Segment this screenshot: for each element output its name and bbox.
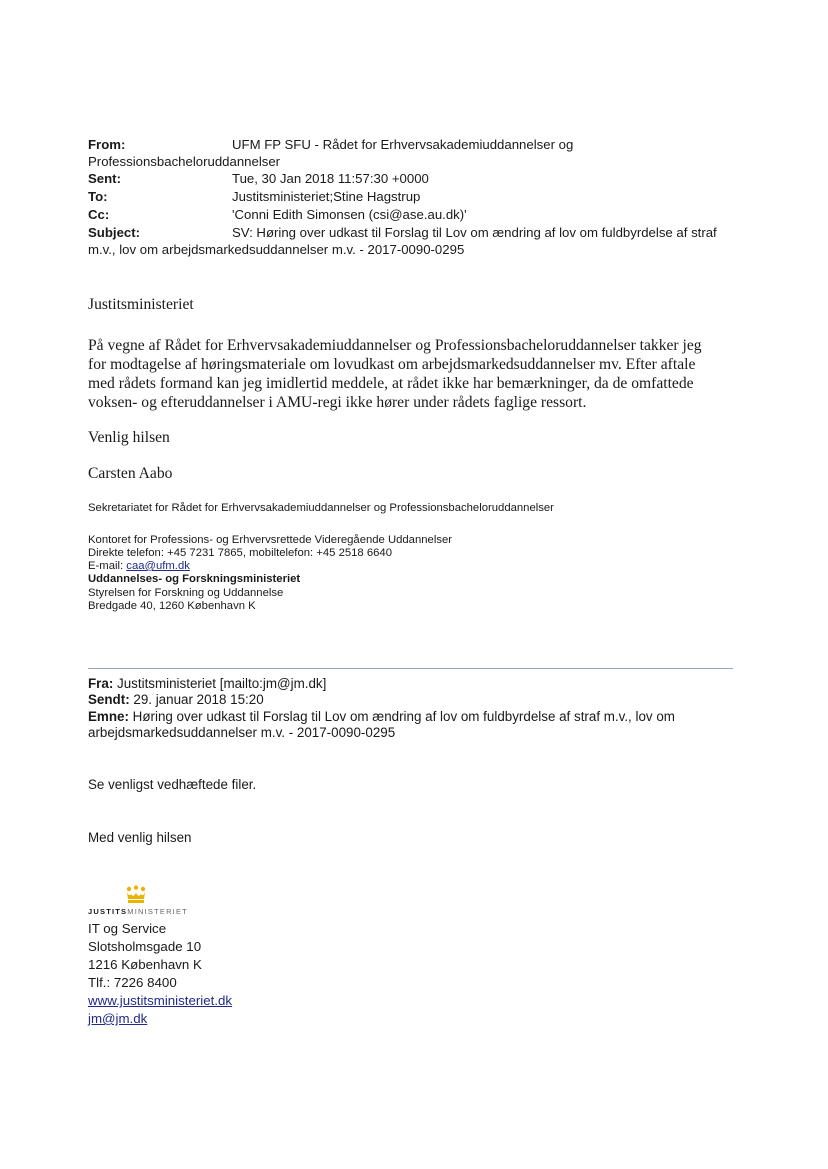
office: Kontoret for Professions- og Erhvervsrettede Videregående Uddannelser xyxy=(88,534,453,546)
logo-wordmark xyxy=(88,907,188,916)
sig-phone: Tlf.: 7226 8400 xyxy=(88,975,177,990)
to-value: Justitsministeriet;Stine Hagstrup xyxy=(232,189,421,204)
fwd-sent xyxy=(88,692,264,709)
email-link[interactable]: caa@ufm.dk xyxy=(126,560,190,572)
crown-icon xyxy=(124,885,148,905)
fwd-subject-value: Høring over udkast til Forslag til Lov om ændring af lov om fuldbyrdelse af straf m.v., lov om xyxy=(128,709,675,724)
divider xyxy=(88,668,733,669)
to-label: To: xyxy=(88,189,108,204)
phones: Direkte telefon: +45 7231 7865, mobiltelefon: +45 2518 6640 xyxy=(88,547,392,559)
closing: Venlig hilsen xyxy=(88,429,170,446)
fwd-from xyxy=(88,676,326,693)
signer-name: Carsten Aabo xyxy=(88,465,173,482)
fwd-subject xyxy=(88,709,675,726)
sent-label: Sent: xyxy=(88,171,121,186)
secretariat: Sekretariatet for Rådet for Erhvervsakademiuddannelser og Professionsbacheloruddannelser xyxy=(88,502,554,514)
logo-word-light: MINISTERIET xyxy=(127,907,188,916)
ministry: Uddannelses- og Forskningsministeriet xyxy=(88,573,301,585)
cc-value: 'Conni Edith Simonsen (csi@ase.au.dk)' xyxy=(232,207,467,222)
sig-website xyxy=(88,992,232,1010)
sent-value: Tue, 30 Jan 2018 11:57:30 +0000 xyxy=(232,171,429,186)
jm-email-link[interactable]: jm@jm.dk xyxy=(88,1011,148,1026)
paragraph-line: voksen- og efteruddannelser i AMU-regi ikke hører under rådets faglige ressort. xyxy=(88,394,587,411)
paragraph-line: På vegne af Rådet for Erhvervsakademiuddannelser og Professionsbacheloruddannelser takker jeg xyxy=(88,337,702,354)
fwd-body: Se venligst vedhæftede filer. xyxy=(88,777,257,792)
sig-street: Slotsholmsgade 10 xyxy=(88,939,202,954)
from-value: UFM FP SFU - Rådet for Erhvervsakademiuddannelser og xyxy=(232,137,574,152)
fwd-sent-value: 29. januar 2018 15:20 xyxy=(129,692,264,707)
paragraph-line: for modtagelse af høringsmateriale om lovudkast om arbejdsmarkedsuddannelser mv. Efter aftale xyxy=(88,356,696,373)
sig-email xyxy=(88,1010,147,1028)
fwd-subject-label: Emne: xyxy=(88,709,129,724)
logo-word-bold: JUSTITS xyxy=(88,907,128,916)
fwd-subject-cont: arbejdsmarkedsuddannelser m.v. - 2017-0090-0295 xyxy=(88,725,396,740)
salutation: Justitsministeriet xyxy=(88,296,194,313)
website-link[interactable]: www.justitsministeriet.dk xyxy=(88,993,233,1008)
from-value-cont: Professionsbacheloruddannelser xyxy=(88,154,281,169)
subject-label: Subject: xyxy=(88,225,141,240)
from-label: From: xyxy=(88,137,126,152)
fwd-from-value: Justitsministeriet [mailto:jm@jm.dk] xyxy=(113,676,327,691)
paragraph-line: med rådets formand kan jeg imidlertid meddele, at rådet ikke har bemærkninger, da de omfattede xyxy=(88,375,694,392)
subject-value-cont: m.v., lov om arbejdsmarkedsuddannelser m.v. - 2017-0090-0295 xyxy=(88,242,465,257)
subject-value: SV: Høring over udkast til Forslag til Lov om ændring af lov om fuldbyrdelse af straf xyxy=(232,225,717,240)
email-label: E-mail: xyxy=(88,560,127,572)
sig-city: 1216 København K xyxy=(88,957,202,972)
sig-dept: IT og Service xyxy=(88,921,167,936)
fwd-closing: Med venlig hilsen xyxy=(88,830,192,845)
fwd-sent-label: Sendt: xyxy=(88,692,130,707)
email-line xyxy=(88,560,190,574)
fwd-from-label: Fra: xyxy=(88,676,114,691)
address: Bredgade 40, 1260 København K xyxy=(88,600,256,612)
agency: Styrelsen for Forskning og Uddannelse xyxy=(88,587,284,599)
cc-label: Cc: xyxy=(88,207,110,222)
